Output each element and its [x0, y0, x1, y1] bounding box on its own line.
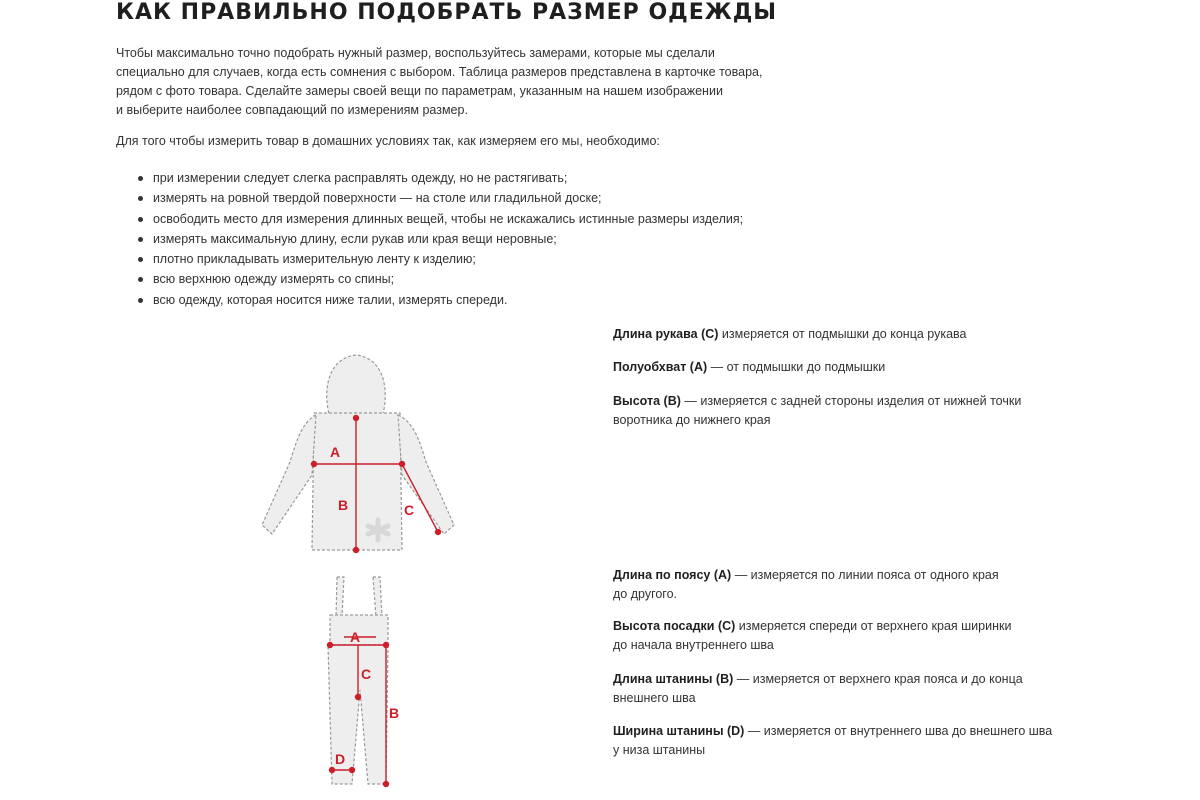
jacket-diagram	[250, 350, 470, 560]
label-b: B	[338, 497, 349, 513]
pants-desc-rise	[613, 617, 1011, 655]
overalls-right-strap	[373, 577, 382, 617]
measure-dot	[436, 530, 441, 535]
jacket-body	[312, 413, 402, 550]
measure-dot	[356, 695, 361, 700]
intro-line: специально для случаев, когда есть сомнения с выбором. Таблица размеров представлена в карточке товара,	[116, 65, 763, 79]
measure-dot	[354, 548, 359, 553]
label-a: A	[350, 629, 361, 645]
intro-line: и выберите наиболее совпадающий по измерениям размер.	[116, 103, 468, 117]
jacket-desc-chest	[613, 358, 885, 377]
list-item: всю верхнюю одежду измерять со спины;	[116, 269, 743, 289]
jacket-left-sleeve	[262, 415, 316, 534]
label-c: C	[361, 666, 372, 682]
desc-term: Полуобхват (A)	[613, 360, 708, 374]
overalls-diagram	[300, 572, 420, 796]
desc-text-line2: внешнего шва	[613, 691, 696, 705]
desc-text: — измеряется по линии пояса от одного края	[731, 568, 999, 582]
desc-text-line2: воротника до нижнего края	[613, 413, 771, 427]
desc-text: измеряется спереди от верхнего края ширинки	[735, 619, 1012, 633]
desc-term: Высота (B)	[613, 394, 681, 408]
jacket-hood	[327, 355, 386, 418]
desc-term: Ширина штанины (D)	[613, 724, 745, 738]
desc-text-line2: у низа штанины	[613, 743, 706, 757]
measure-dot	[312, 462, 317, 467]
list-item: всю одежду, которая носится ниже талии, измерять спереди.	[116, 290, 743, 310]
desc-text-line2: до начала внутреннего шва	[613, 638, 774, 652]
pants-desc-length	[613, 670, 1023, 708]
instructions-lead: Для того чтобы измерить товар в домашних условиях так, как измеряем его мы, необходимо:	[116, 134, 660, 148]
intro-paragraph	[116, 44, 836, 120]
desc-term: Длина по поясу (A)	[613, 568, 732, 582]
jacket-outline	[262, 355, 454, 550]
jacket-desc-height	[613, 392, 1021, 430]
list-item: освободить место для измерения длинных вещей, чтобы не искажались истинные размеры изделия;	[116, 209, 743, 229]
measure-dot	[384, 782, 389, 787]
rules-list	[116, 168, 743, 310]
pants-desc-waist	[613, 566, 999, 604]
desc-text: — от подмышки до подмышки	[707, 360, 886, 374]
label-a: A	[330, 444, 341, 460]
list-item: измерять максимальную длину, если рукав или края вещи неровные;	[116, 229, 743, 249]
pants-desc-width	[613, 722, 1052, 760]
intro-line: Чтобы максимально точно подобрать нужный размер, воспользуйтесь замерами, которые мы сделали	[116, 46, 715, 60]
desc-text: — измеряется от внутреннего шва до внешнего шва	[744, 724, 1053, 738]
measure-dot	[330, 768, 335, 773]
desc-term: Длина рукава (C)	[613, 327, 719, 341]
measure-dot	[354, 416, 359, 421]
measure-dot	[350, 768, 355, 773]
label-c: C	[404, 502, 415, 518]
list-item: измерять на ровной твердой поверхности — на столе или гладильной доске;	[116, 188, 743, 208]
list-item: при измерении следует слегка расправлять одежду, но не растягивать;	[116, 168, 743, 188]
desc-text: — измеряется с задней стороны изделия от нижней точки	[680, 394, 1022, 408]
page-title: КАК ПРАВИЛЬНО ПОДОБРАТЬ РАЗМЕР ОДЕЖДЫ	[116, 0, 778, 25]
label-b: B	[389, 705, 400, 721]
overalls-left-strap	[336, 577, 344, 617]
desc-text: — измеряется от верхнего края пояса и до конца	[733, 672, 1023, 686]
desc-text-line2: до другого.	[613, 587, 678, 601]
label-d: D	[335, 751, 346, 767]
desc-term: Высота посадки (C)	[613, 619, 736, 633]
intro-line: рядом с фото товара. Сделайте замеры своей вещи по параметрам, указанным на нашем изображении	[116, 84, 723, 98]
measure-dot	[328, 643, 333, 648]
desc-text: измеряется от подмышки до конца рукава	[718, 327, 967, 341]
desc-term: Длина штанины (B)	[613, 672, 734, 686]
list-item: плотно прикладывать измерительную ленту к изделию;	[116, 249, 743, 269]
jacket-desc-sleeve	[613, 325, 966, 344]
